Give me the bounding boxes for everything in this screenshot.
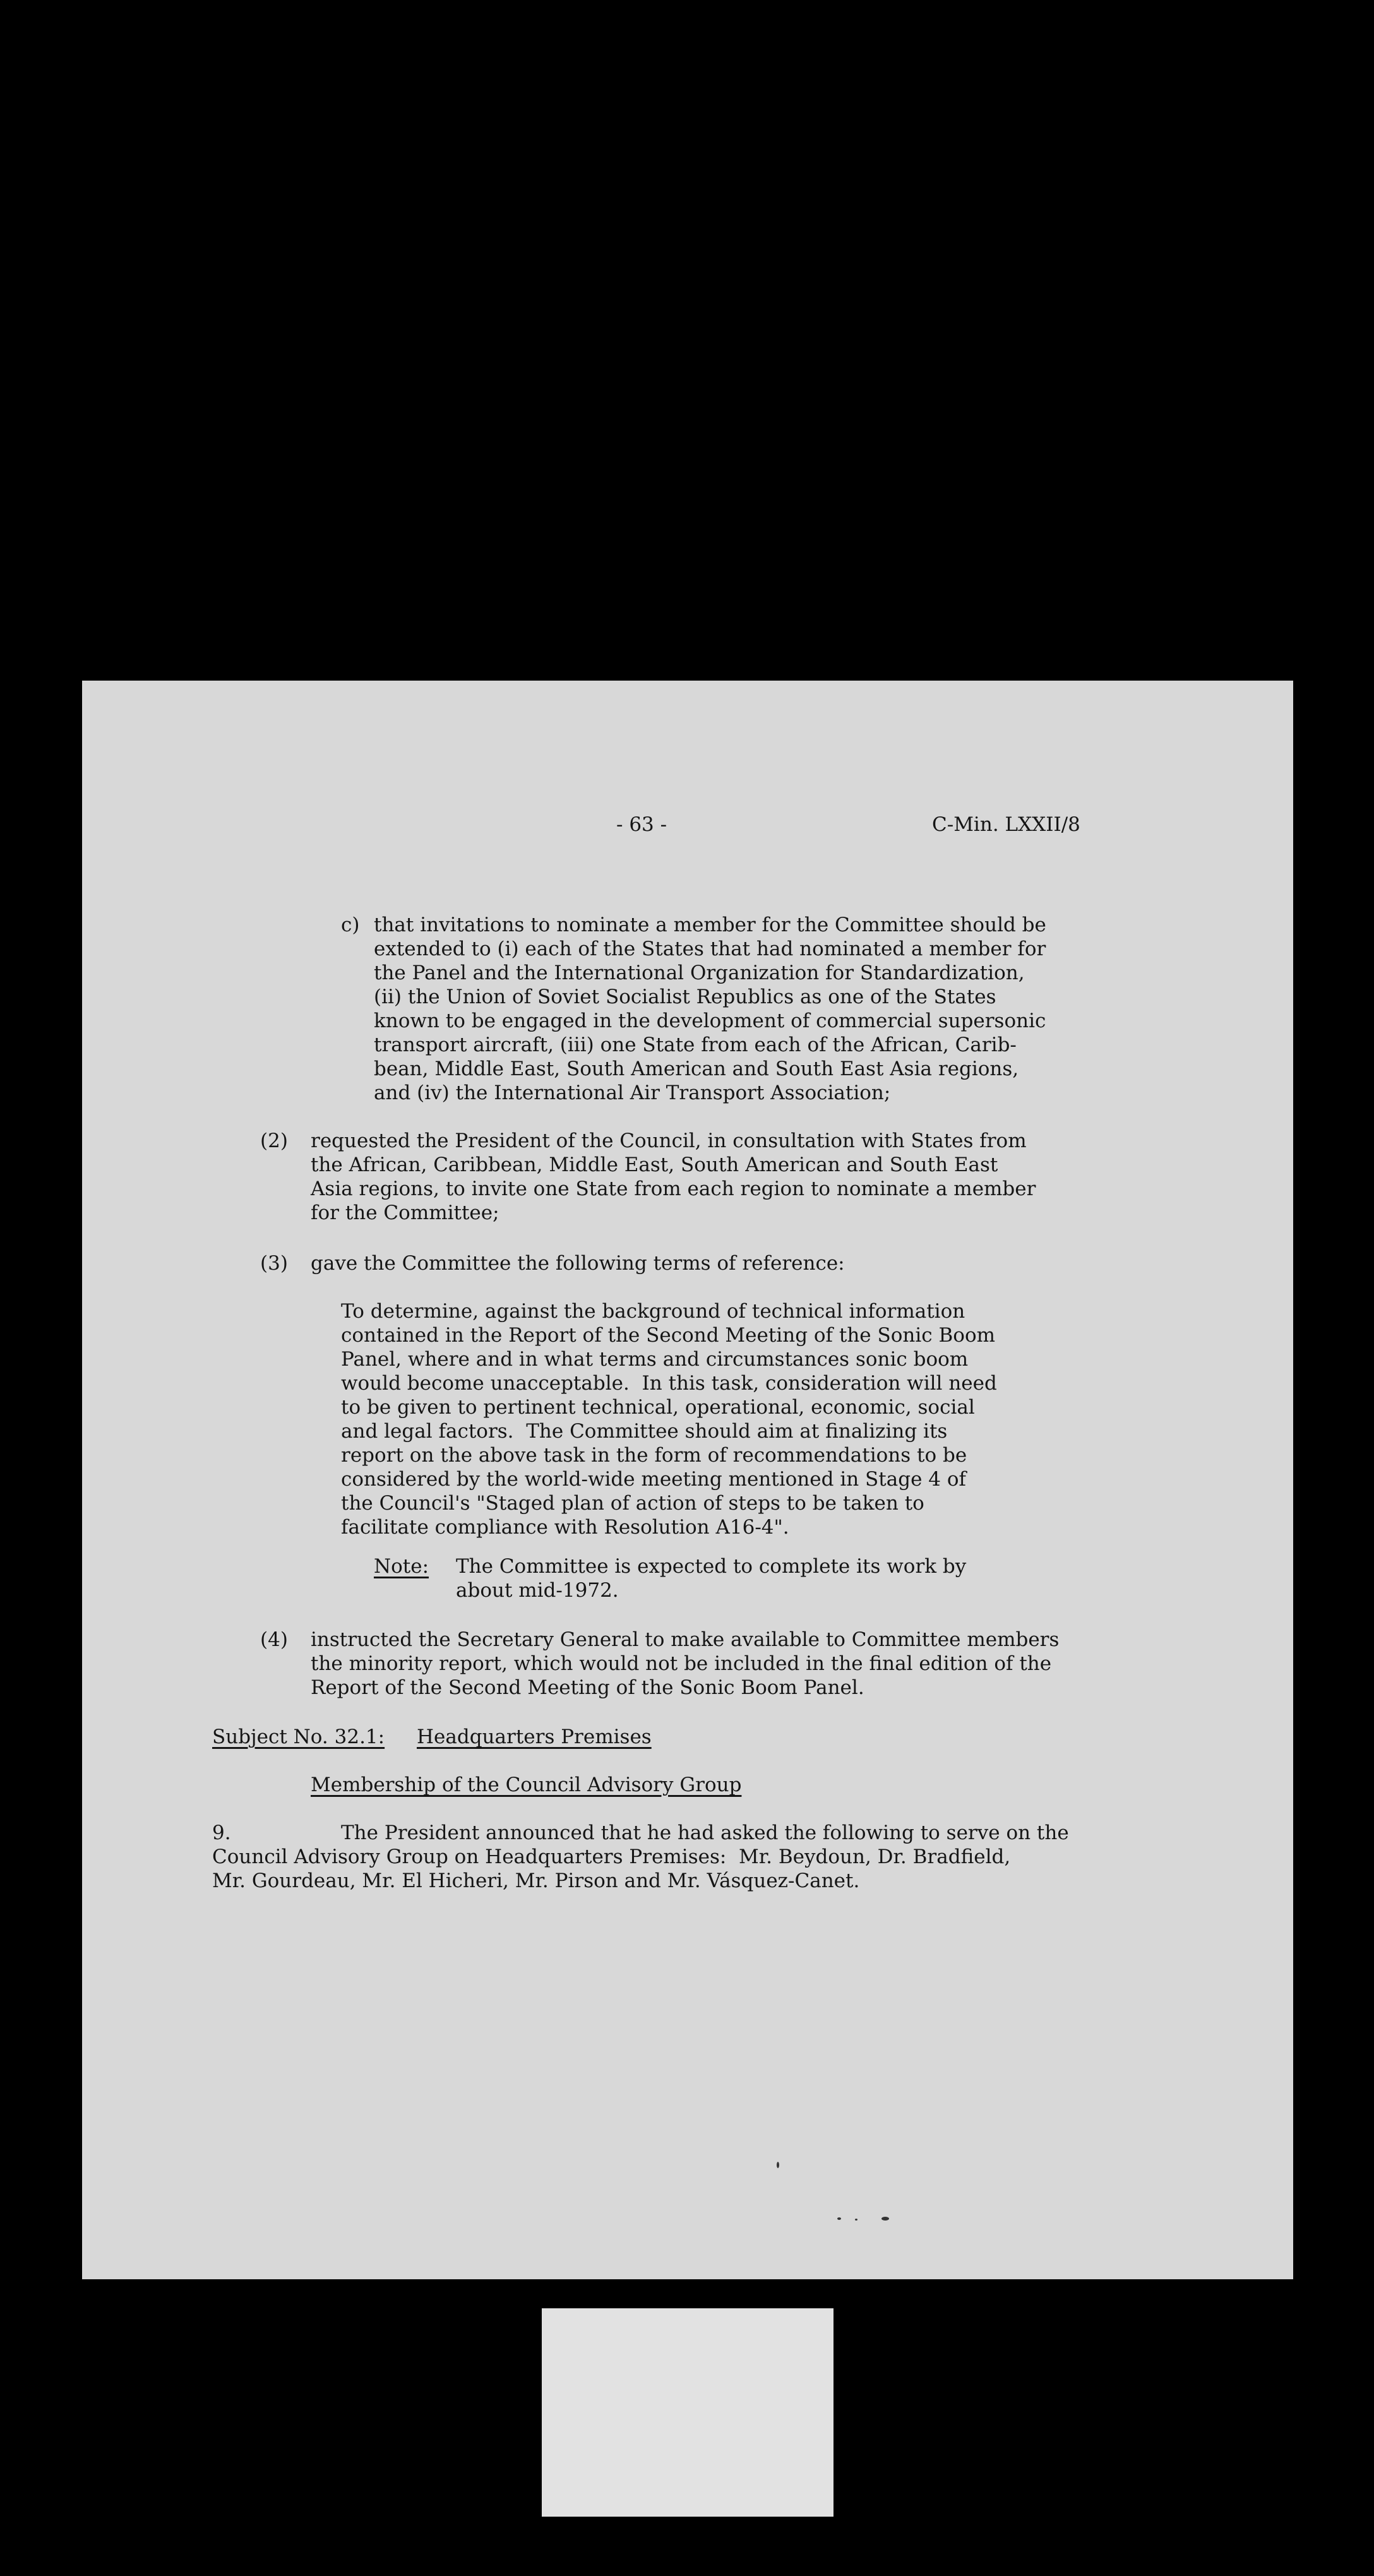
item-2-label: (2) — [260, 1130, 288, 1152]
scan-mark — [881, 2217, 889, 2221]
terms-line: the Council's "Staged plan of action of steps to be taken to — [341, 1492, 924, 1515]
terms-line: contained in the Report of the Second Meeting of the Sonic Boom — [341, 1324, 996, 1347]
item-c-line: that invitations to nominate a member for the Committee should be — [374, 914, 1046, 936]
item-c-line: known to be engaged in the development of commercial supersonic — [374, 1010, 1046, 1032]
item-c-line: extended to (i) each of the States that had nominated a member for — [374, 938, 1046, 960]
page-number: - 63 - — [616, 813, 667, 836]
item-c-label: c) — [341, 914, 360, 936]
item-c-line: and (iv) the International Air Transport Association; — [374, 1082, 891, 1104]
scan-mark — [777, 2162, 779, 2168]
item-2-line: for the Committee; — [311, 1202, 499, 1224]
terms-line: facilitate compliance with Resolution A16-4". — [341, 1516, 789, 1539]
paragraph-number: 9. — [212, 1822, 231, 1844]
item-2-line: Asia regions, to invite one State from each region to nominate a member — [311, 1178, 1036, 1200]
document-reference: C-Min. LXXII/8 — [932, 813, 1080, 836]
item-4-line: the minority report, which would not be included in the final edition of the — [311, 1652, 1052, 1675]
note-line: The Committee is expected to complete its work by — [456, 1555, 967, 1578]
item-4-line: Report of the Second Meeting of the Sonic Boom Panel. — [311, 1676, 864, 1699]
card-insert — [542, 2308, 833, 2517]
document-page — [82, 681, 1293, 2279]
item-c-line: bean, Middle East, South American and South East Asia regions, — [374, 1058, 1019, 1080]
terms-line: would become unacceptable. In this task, consideration will need — [341, 1372, 997, 1395]
terms-line: Panel, where and in what terms and circumstances sonic boom — [341, 1348, 969, 1371]
terms-line: and legal factors. The Committee should aim at finalizing its — [341, 1420, 948, 1443]
item-c-line: (ii) the Union of Soviet Socialist Republics as one of the States — [374, 986, 996, 1008]
terms-line: report on the above task in the form of recommendations to be — [341, 1444, 967, 1467]
note-label: Note: — [374, 1555, 429, 1578]
item-3-label: (3) — [260, 1252, 288, 1275]
item-2-line: the African, Caribbean, Middle East, South American and South East — [311, 1154, 998, 1176]
scan-mark — [855, 2219, 857, 2221]
subject-subheading: Membership of the Council Advisory Group — [311, 1774, 742, 1796]
paragraph-line: Mr. Gourdeau, Mr. El Hicheri, Mr. Pirson and Mr. Vásquez-Canet. — [212, 1869, 860, 1892]
item-c-line: the Panel and the International Organization for Standardization, — [374, 962, 1025, 984]
subject-label: Subject No. 32.1: — [212, 1726, 385, 1748]
terms-line: To determine, against the background of technical information — [341, 1300, 965, 1323]
item-4-line: instructed the Secretary General to make available to Committee members — [311, 1628, 1060, 1651]
terms-line: considered by the world-wide meeting mentioned in Stage 4 of — [341, 1468, 966, 1491]
scan-mark — [837, 2217, 841, 2220]
item-2-line: requested the President of the Council, in consultation with States from — [311, 1130, 1027, 1152]
item-3-line: gave the Committee the following terms of reference: — [311, 1252, 845, 1275]
item-c-line: transport aircraft, (iii) one State from each of the African, Carib- — [374, 1034, 1017, 1056]
terms-line: to be given to pertinent technical, operational, economic, social — [341, 1396, 975, 1419]
subject-title: Headquarters Premises — [417, 1726, 652, 1748]
item-4-label: (4) — [260, 1628, 288, 1651]
note-line: about mid-1972. — [456, 1579, 619, 1602]
paragraph-line: The President announced that he had asked the following to serve on the — [341, 1822, 1069, 1844]
paragraph-line: Council Advisory Group on Headquarters Premises: Mr. Beydoun, Dr. Bradfield, — [212, 1846, 1011, 1868]
